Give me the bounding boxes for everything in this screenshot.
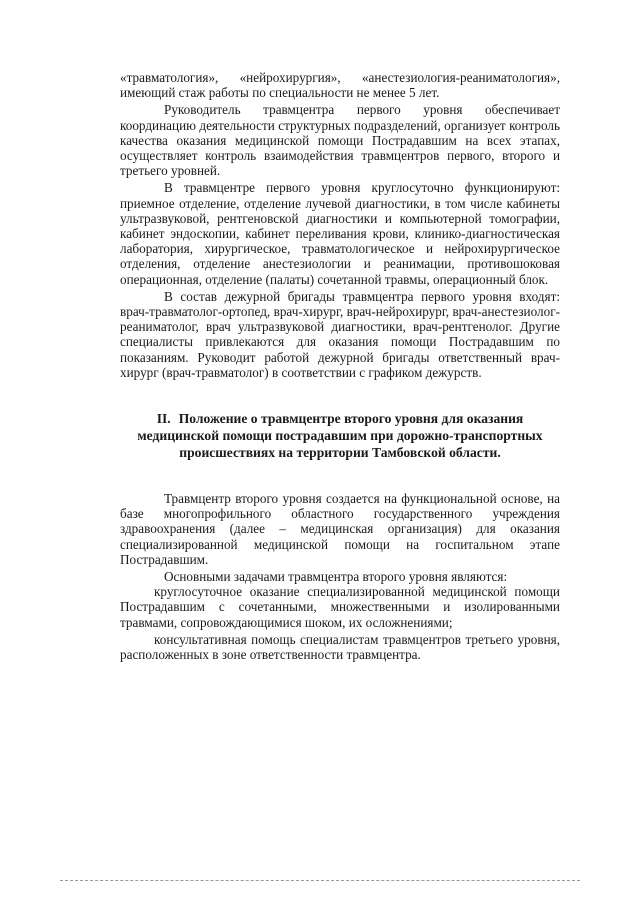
section-heading: [120, 410, 560, 461]
paragraph-second-level-basis: Травмцентр второго уровня создается на функциональной основе, на базе многопрофильного областного государственного учреждения здравоохранения (далее – медицинская организация) для оказания специализированной медицинской помощи на госпитальном этапе Пострадавшим.: [120, 491, 560, 567]
paragraph-main-tasks: Основными задачами травмцентра второго уровня являются:: [164, 569, 508, 585]
document-page: [120, 70, 560, 662]
paragraph-departments: В травмцентре первого уровня круглосуточно функционируют: приемное отделение, отделение лучевой диагностики, в том числе кабинеты ультразвуковой, рентгеновской диагностики и компьютерной томографии, кабинет эндоскопии, кабинет переливания крови, клинико-диагностическая лаборатория, хирургическое, травматологическое и нейрохирургическое отделения, отделение анестезиологии и реанимации, противошоковая операционная, отделение (палаты) сочетанной травмы, операционный блок.: [120, 180, 560, 287]
section-number: II.: [156, 411, 171, 427]
paragraph-duty-team: В состав дежурной бригады травмцентра первого уровня входят: врач-травматолог-ортопед, врач-хирург, врач-нейрохирург, врач-анестезиолог-реаниматолог, врач ультразвуковой диагностики, врач-рентгенолог. Другие специалисты привлекаются для оказания помощи Пострадавшим по показаниям. Руководит работой дежурной бригады ответственный врач-хирург (врач-травматолог) в соответствии с графиком дежурств.: [120, 288, 560, 380]
list-item-round-the-clock-care: круглосуточное оказание специализированной медицинской помощи Пострадавшим с сочетанными, множественными и изолированными травмами, сопровождающимися шоком, их осложнениями;: [120, 584, 560, 630]
section-title: Положение о травмцентре второго уровня для оказания медицинской помощи пострадавшим при дорожно-транспортных происшествиях на территории Тамбовской области.: [137, 411, 543, 461]
scan-bottom-edge: [60, 880, 580, 882]
list-item-consultative-help: консультативная помощь специалистам травмцентров третьего уровня, расположенных в зоне ответственности травмцентра.: [120, 631, 560, 663]
paragraph-specialties: «травматология», «нейрохирургия», «анестезиология-реаниматология», имеющий стаж работы по специальности не менее 5 лет.: [120, 70, 560, 101]
paragraph-head-duties: Руководитель травмцентра первого уровня обеспечивает координацию деятельности структурных подразделений, организует контроль качества оказания медицинской помощи Пострадавшим на всех этапах, осуществляет контроль взаимодействия травмцентров первого, второго и третьего уровней.: [120, 102, 560, 179]
